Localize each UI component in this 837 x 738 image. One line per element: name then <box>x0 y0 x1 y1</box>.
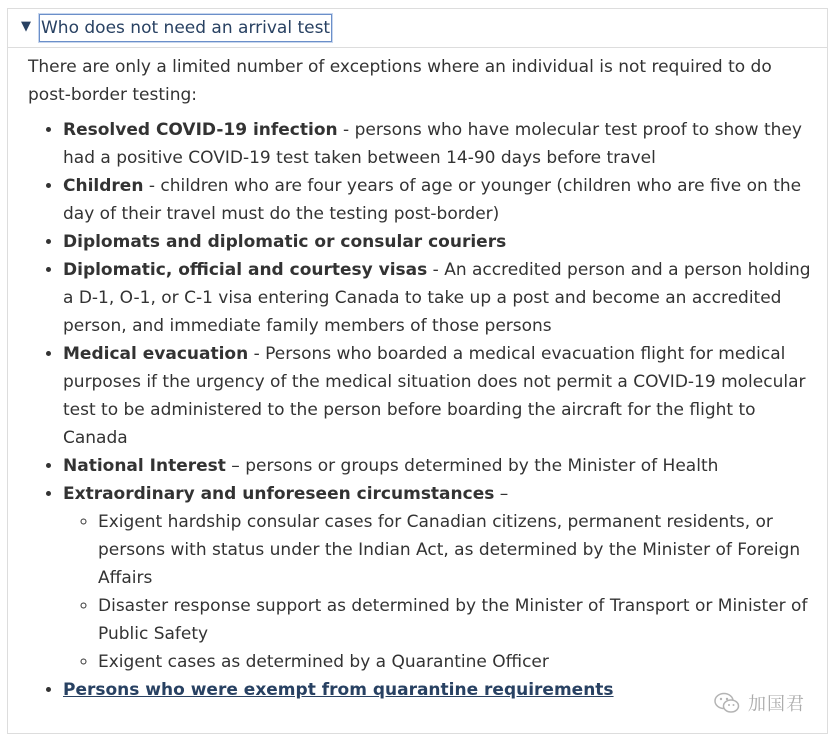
details-content <box>28 53 818 704</box>
details-summary-title[interactable]: Who does not need an arrival test <box>39 14 332 42</box>
list-item <box>63 228 818 256</box>
item-description: – persons or groups determined by the Minister of Health <box>225 456 719 476</box>
list-item <box>63 116 818 172</box>
item-description: – <box>494 484 509 504</box>
item-term: Diplomats and diplomatic or consular couriers <box>63 232 507 252</box>
list-item <box>63 172 818 228</box>
item-description: - An accredited person and a person holding a D-1, O-1, or C-1 visa entering Canada to take up a post and become an accredited person, and immediate family members of those persons <box>63 260 811 336</box>
list-item <box>63 676 818 704</box>
item-term: Extraordinary and unforeseen circumstances <box>63 484 495 504</box>
item-description: - persons who have molecular test proof to show they had a positive COVID-19 test taken between 14-90 days before travel <box>63 120 802 168</box>
item-description: - children who are four years of age or younger (children who are five on the day of their travel must do the testing post-border) <box>63 176 802 224</box>
sub-list-item: ◦ Disaster response support as determined by the Minister of Transport or Minister of Public Safety <box>98 592 818 648</box>
exception-list <box>28 116 818 704</box>
sub-list-item: ◦ Exigent cases as determined by a Quarantine Officer <box>98 648 818 676</box>
wechat-logo-icon <box>714 692 740 714</box>
exempt-quarantine-link[interactable]: Persons who were exempt from quarantine requirements <box>63 680 614 700</box>
details-panel <box>7 8 828 734</box>
list-item <box>63 480 818 676</box>
item-term: Diplomatic, official and courtesy visas <box>63 260 428 280</box>
sub-list-item: ◦ Exigent hardship consular cases for Canadian citizens, permanent residents, or persons with status under the Indian Act, as determined by the Minister of Foreign Affairs <box>98 508 818 592</box>
item-description: - Persons who boarded a medical evacuation flight for medical purposes if the urgency of the medical situation does not permit a COVID-19 molecular test to be administered to the person before boarding the aircraft for the flight to Canada <box>63 344 806 448</box>
intro-text: There are only a limited number of exceptions where an individual is not required to do post-border testing: <box>28 57 772 105</box>
details-summary[interactable] <box>8 9 827 48</box>
list-item <box>63 340 818 452</box>
item-term: Medical evacuation <box>63 344 249 364</box>
list-item <box>63 452 818 480</box>
item-term: National Interest <box>63 456 226 476</box>
watermark-text: 加国君 <box>748 694 805 715</box>
watermark <box>714 690 805 716</box>
item-term: Resolved COVID-19 infection <box>63 120 338 140</box>
sub-list <box>63 508 818 676</box>
list-item <box>63 256 818 340</box>
item-term: Children <box>63 176 144 196</box>
triangle-down-icon[interactable]: ▼ <box>21 19 31 34</box>
